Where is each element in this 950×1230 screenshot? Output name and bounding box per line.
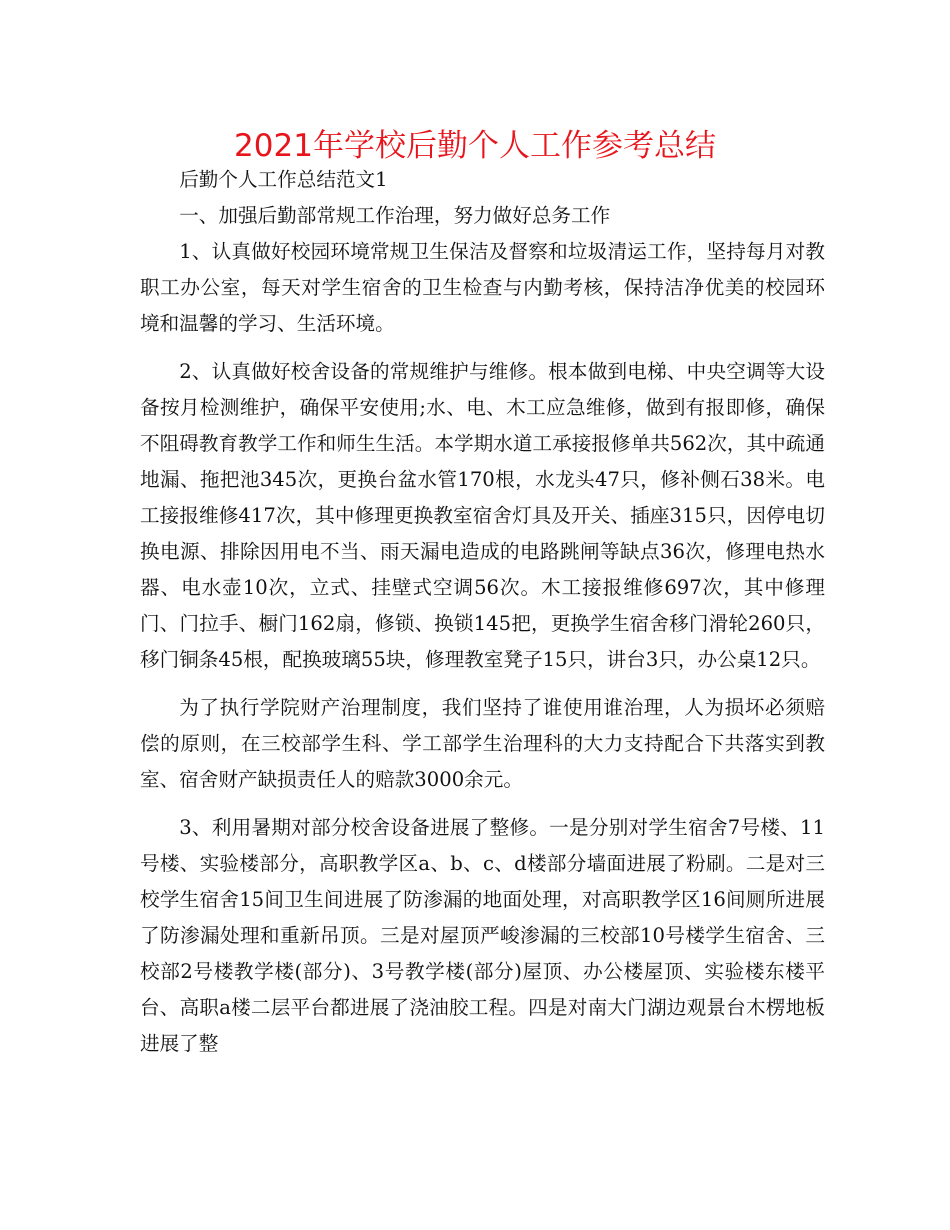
paragraph-item-1: 1、认真做好校园环境常规卫生保洁及督察和垃圾清运工作，坚持每月对教职工办公室，每天对学生宿舍的卫生检查与内勤考核，保持洁净优美的校园环境和温馨的学习、生活环境。 <box>140 240 825 335</box>
document-body <box>140 162 825 1062</box>
paragraph-item-2: 2、认真做好校舍设备的常规维护与维修。根本做到电梯、中央空调等大设备按月检测维护，确保平安使用;水、电、木工应急维修，做到有报即修，确保不阻碍教育教学工作和师生生活。本学期水道工承接报修单共562次，其中疏通地漏、拖把池345次，更换台盆水管170根，水龙头47只，修补侧石38米。电工接报维修417次，其中修理更换教室宿舍灯具及开关、插座315只，因停电切换电源、排除因用电不当、雨天漏电造成的电路跳闸等缺点36次，修理电热水器、电水壶10次，立式、挂壁式空调56次。木工接报维修697次，其中修理门、门拉手、橱门162扇，修锁、换锁145把，更换学生宿舍移门滑轮260只，移门铜条45根，配换玻璃55块，修理教室凳子15只，讲台3只，办公桌12只。 <box>140 360 825 671</box>
paragraph-property-management: 为了执行学院财产治理制度，我们坚持了谁使用谁治理，人为损坏必须赔偿的原则，在三校部学生科、学工部学生治理科的大力支持配合下共落实到教室、宿舍财产缺损责任人的赔款3000余元。 <box>140 696 825 791</box>
paragraph-item-3: 3、利用暑期对部分校舍设备进展了整修。一是分别对学生宿舍7号楼、11号楼、实验楼部分，高职教学区a、b、c、d楼部分墙面进展了粉刷。二是对三校学生宿舍15间卫生间进展了防渗漏的地面处理，对高职教学区16间厕所进展了防渗漏处理和重新吊顶。三是对屋顶严峻渗漏的三校部10号楼学生宿舍、三校部2号楼教学楼(部分)、3号教学楼(部分)屋顶、办公楼屋顶、实验楼东楼平台、高职a楼二层平台都进展了浇油胶工程。四是对南大门湖边观景台木楞地板进展了整 <box>140 816 825 1055</box>
document-title: 2021年学校后勤个人工作参考总结 <box>234 128 716 164</box>
paragraph-subtitle: 后勤个人工作总结范文1 <box>179 168 388 191</box>
paragraph-section-heading: 一、加强后勤部常规工作治理，努力做好总务工作 <box>179 204 611 227</box>
